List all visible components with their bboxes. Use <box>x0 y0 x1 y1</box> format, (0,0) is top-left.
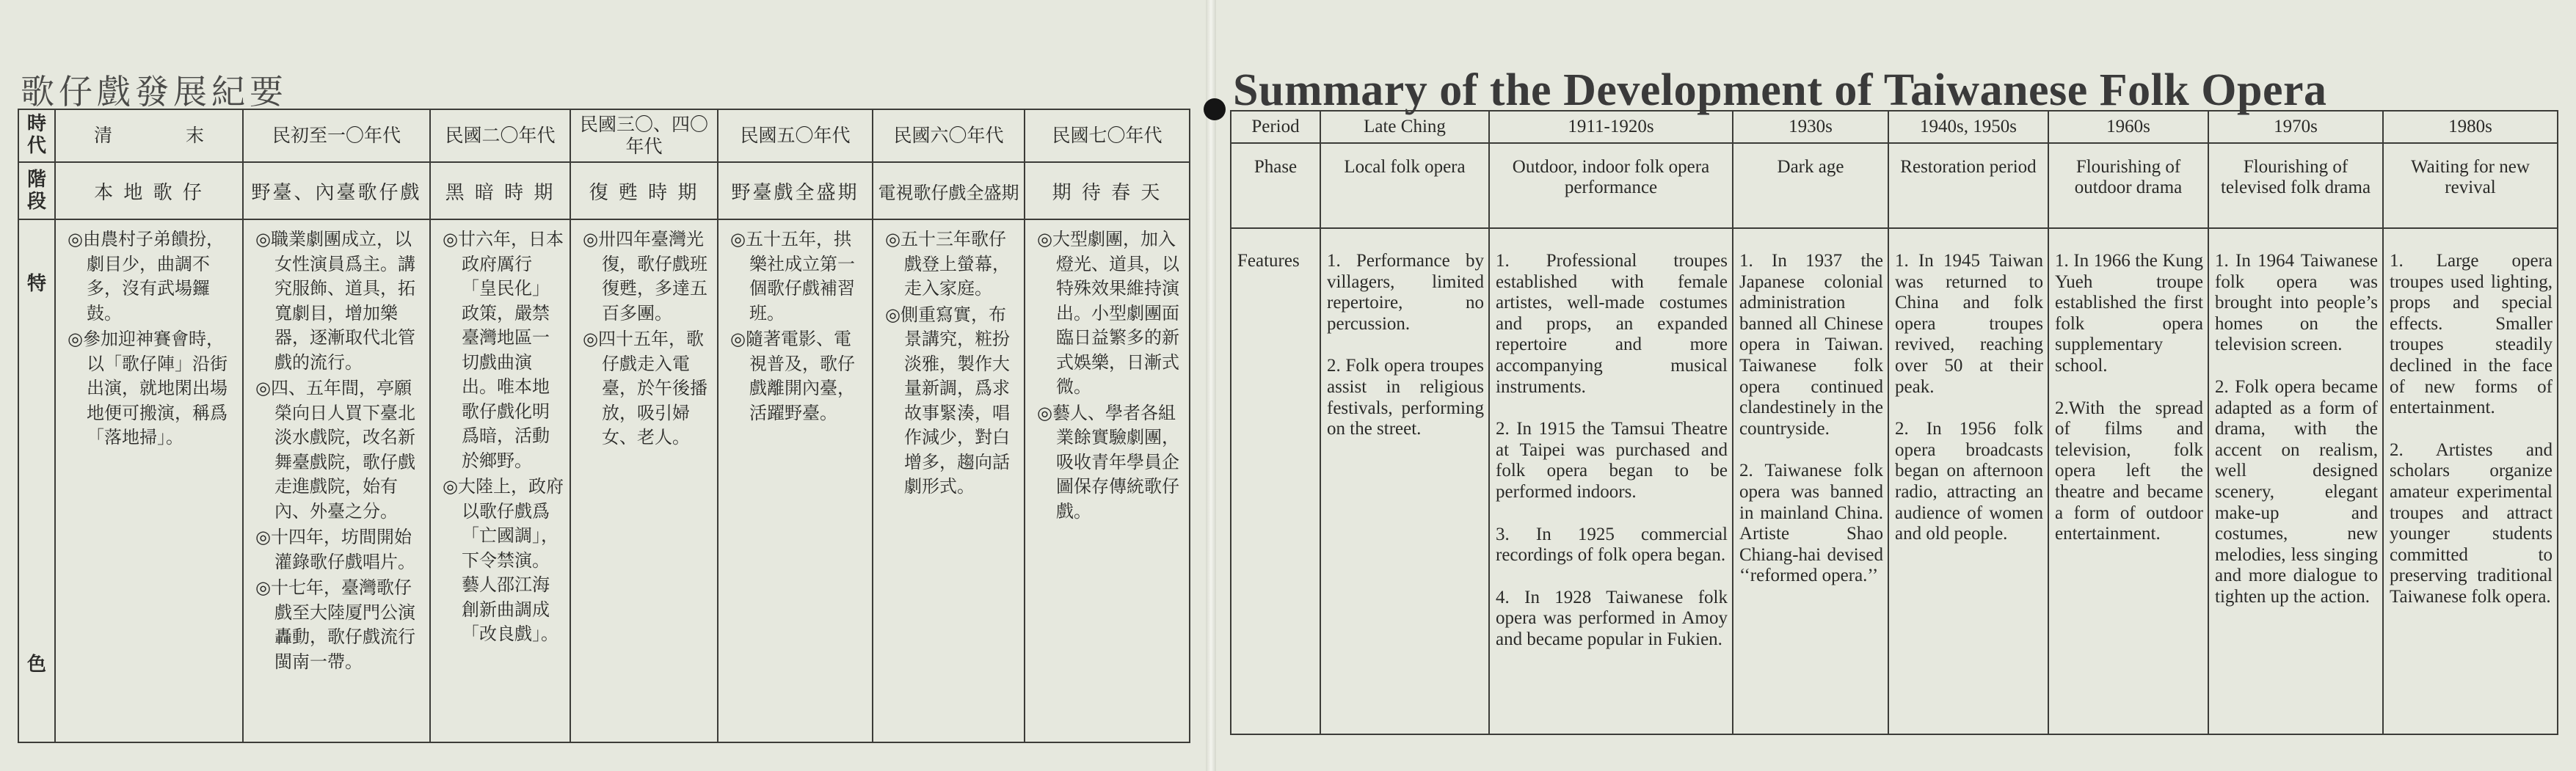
zh-phase-cell: 復 甦 時 期 <box>570 162 718 219</box>
zh-feature-header-bottom: 色 <box>26 654 46 676</box>
en-feature-item: 2. Artistes and scholars organize amateur experimental troupes and attract younger students committed to preserving traditional Taiwanese folk opera. <box>2390 439 2553 607</box>
en-feature-item: 1. In 1937 the Japanese colonial administration banned all Chinese opera in Taiwan. Taiwanese folk opera continued clandestinely in the countryside. <box>1739 251 1883 439</box>
zh-period-cell: 清 末 <box>55 109 243 162</box>
en-period-header: Period <box>1231 111 1320 143</box>
en-phase-cell: Flourishing of outdoor drama <box>2048 143 2208 228</box>
en-phase-cell: Flourishing of televised folk drama <box>2208 143 2383 228</box>
zh-period-header <box>18 109 55 162</box>
en-period-cell: 1970s <box>2208 111 2383 143</box>
zh-period-row <box>18 109 1190 162</box>
zh-phase-row <box>18 162 1190 219</box>
en-feature-cell <box>2383 228 2558 734</box>
en-period-cell: 1940s, 1950s <box>1888 111 2048 143</box>
zh-feature-item: ◎十七年，臺灣歌仔戲至大陸厦門公演轟動，歌仔戲流行閩南一帶。 <box>255 577 415 672</box>
zh-feature-header-top: 特 <box>26 273 46 295</box>
zh-period-cell: 民國七〇年代 <box>1025 109 1190 162</box>
en-period-cell: 1980s <box>2383 111 2558 143</box>
zh-feature-item: ◎職業劇團成立，以女性演員爲主。講究服飾、道具，拓寬劇目，增加樂器，逐漸取代北管戲的流行。 <box>255 229 415 373</box>
zh-phase-cell: 黑 暗 時 期 <box>430 162 570 219</box>
zh-phase-header-label: 階段 <box>26 169 46 213</box>
zh-feature-cell <box>243 219 430 742</box>
en-feature-item: 2.With the spread of films and television, folk opera left the theatre and became a form of outdoor entertainment. <box>2055 398 2203 544</box>
en-feature-cell <box>2208 228 2383 734</box>
zh-feature-item: ◎四十五年，歌仔戲走入電臺，於午後播放，吸引婦女、老人。 <box>583 329 707 447</box>
zh-phase-cell: 期 待 春 天 <box>1025 162 1190 219</box>
zh-feature-cell <box>1025 219 1190 742</box>
en-feature-item: 2. Folk opera became adapted as a form of drama, with the accent on realism, well designed scenery, elegant make-up and costumes, new melodies, less singing and more dialogue to tighten up the action. <box>2215 376 2378 607</box>
en-feature-item: 2. In 1915 the Tamsui Theatre at Taipei was purchased and folk opera began to be performed indoors. <box>1496 419 1728 502</box>
zh-period-cell: 民國五〇年代 <box>718 109 873 162</box>
zh-feature-item: ◎五十五年，拱樂社成立第一個歌仔戲補習班。 <box>730 229 855 324</box>
zh-feature-item: ◎四、五年間，亭願榮向日人買下臺北淡水戲院，改名新舞臺戲院，歌仔戲走進戲院，始有內、外臺之分。 <box>255 378 415 522</box>
en-feature-cell <box>1733 228 1888 734</box>
en-feature-cell <box>1888 228 2048 734</box>
en-phase-cell: Restoration period <box>1888 143 2048 228</box>
en-period-cell: Late Ching <box>1320 111 1489 143</box>
zh-phase-cell: 野臺、內臺歌仔戲 <box>243 162 430 219</box>
zh-feature-cell <box>873 219 1025 742</box>
english-timeline-table <box>1230 110 2558 735</box>
en-feature-item: 2. Taiwanese folk opera was banned in mainland China. Artiste Shao Chiang-hai devised ‘‘reformed opera.’’ <box>1739 461 1883 586</box>
zh-period-cell: 民國六〇年代 <box>873 109 1025 162</box>
binding-hole <box>1204 98 1226 120</box>
en-feature-item: 1. Large opera troupes used lighting, props and special effects. Smaller troupes steadily declined in the face of new forms of entertainment. <box>2390 251 2553 418</box>
zh-feature-item: ◎大陸上，政府以歌仔戲爲「亡國調」，下令禁演。藝人邵江海創新曲調成「改良戲」。 <box>443 476 564 644</box>
zh-feature-item: ◎參加迎神賽會時，以「歌仔陣」沿街出演，就地閑出場地便可搬演，稱爲「落地掃」。 <box>68 329 228 447</box>
en-feature-cell <box>2048 228 2208 734</box>
chinese-timeline-table <box>18 109 1190 743</box>
zh-feature-item: ◎廿六年，日本政府厲行「皇民化」政策，嚴禁臺灣地區一切戲曲演出。唯本地歌仔戲化明爲暗，活動於鄉野。 <box>443 229 564 471</box>
en-feature-cell <box>1489 228 1733 734</box>
zh-feature-cell <box>570 219 718 742</box>
zh-feature-cell <box>430 219 570 742</box>
zh-feature-header <box>18 219 55 742</box>
zh-phase-cell: 本 地 歌 仔 <box>55 162 243 219</box>
en-period-row <box>1231 111 2558 143</box>
zh-phase-header <box>18 162 55 219</box>
en-feature-item: 2. Folk opera troupes assist in religious festivals, performing on the street. <box>1327 356 1484 439</box>
zh-feature-item: ◎五十三年歌仔戲登上螢幕，走入家庭。 <box>885 229 1010 299</box>
en-phase-cell: Dark age <box>1733 143 1888 228</box>
en-feature-item: 1. In 1966 the Kung Yueh troupe established the first folk opera supplementary school. <box>2055 251 2203 376</box>
en-feature-item: 4. In 1928 Taiwanese folk opera was performed in Amoy and became popular in Fukien. <box>1496 587 1728 649</box>
en-feature-item: 2. In 1956 folk opera broadcasts began on afternoon radio, attracting an audience of women and old people. <box>1895 419 2043 544</box>
en-phase-cell: Local folk opera <box>1320 143 1489 228</box>
zh-feature-item: ◎由農村子弟饋扮，劇目少，曲調不多，沒有武場鑼鼓。 <box>68 229 224 324</box>
zh-feature-item: ◎大型劇團，加入燈光、道具，以特殊效果維持演出。小型劇團面臨日益繁多的新式娛樂，日漸式微。 <box>1037 229 1179 397</box>
en-period-cell: 1960s <box>2048 111 2208 143</box>
zh-feature-item: ◎隨著電影、電視普及，歌仔戲離開內臺，活躍野臺。 <box>730 329 855 423</box>
en-feature-item: 1. In 1945 Taiwan was returned to China and folk opera troupes revived, reaching over 50 at their peak. <box>1895 251 2043 397</box>
en-period-cell: 1911-1920s <box>1489 111 1733 143</box>
chinese-title: 歌仔戲發展紀要 <box>21 71 288 112</box>
zh-feature-item: ◎側重寫實，布景講究，粧扮淡雅，製作大量新調，爲求故事緊湊，唱作減少，對白增多，趨向話劇形式。 <box>885 304 1010 497</box>
zh-feature-cell <box>718 219 873 742</box>
en-period-cell: 1930s <box>1733 111 1888 143</box>
zh-feature-cell <box>55 219 243 742</box>
en-feature-item: 1. In 1964 Taiwanese folk opera was brought into people’s homes on the television screen. <box>2215 251 2378 355</box>
en-feature-cell <box>1320 228 1489 734</box>
zh-period-header-label: 時代 <box>26 113 46 157</box>
zh-period-cell: 民初至一〇年代 <box>243 109 430 162</box>
en-feature-header: Features <box>1231 228 1320 734</box>
en-phase-cell: Outdoor, indoor folk opera performance <box>1489 143 1733 228</box>
en-feature-item: 1. Professional troupes established with female artistes, well-made costumes and props, an expanded repertoire and more accompanying musical instruments. <box>1496 251 1728 397</box>
en-feature-item: 3. In 1925 commercial recordings of folk opera began. <box>1496 524 1728 566</box>
english-title: Summary of the Development of Taiwanese Folk Opera <box>1233 65 2327 115</box>
en-phase-cell: Waiting for new revival <box>2383 143 2558 228</box>
zh-feature-item: ◎藝人、學者各組業餘實驗劇團，吸收青年學員企圖保存傳統歌仔戲。 <box>1037 402 1179 522</box>
zh-period-cell: 民國三〇、四〇年代 <box>570 109 718 162</box>
zh-phase-cell: 電視歌仔戲全盛期 <box>873 162 1025 219</box>
zh-feature-item: ◎卅四年臺灣光復，歌仔戲班復甦，多達五百多團。 <box>583 229 707 324</box>
en-phase-row <box>1231 143 2558 228</box>
zh-feature-item: ◎十四年，坊間開始灌錄歌仔戲唱片。 <box>255 527 415 572</box>
zh-period-cell: 民國二〇年代 <box>430 109 570 162</box>
en-phase-header: Phase <box>1231 143 1320 228</box>
en-feature-item: 1. Performance by villagers, limited repertoire, no percussion. <box>1327 251 1484 334</box>
zh-phase-cell: 野臺戲全盛期 <box>718 162 873 219</box>
en-feature-row <box>1231 228 2558 734</box>
zh-feature-row <box>18 219 1190 742</box>
